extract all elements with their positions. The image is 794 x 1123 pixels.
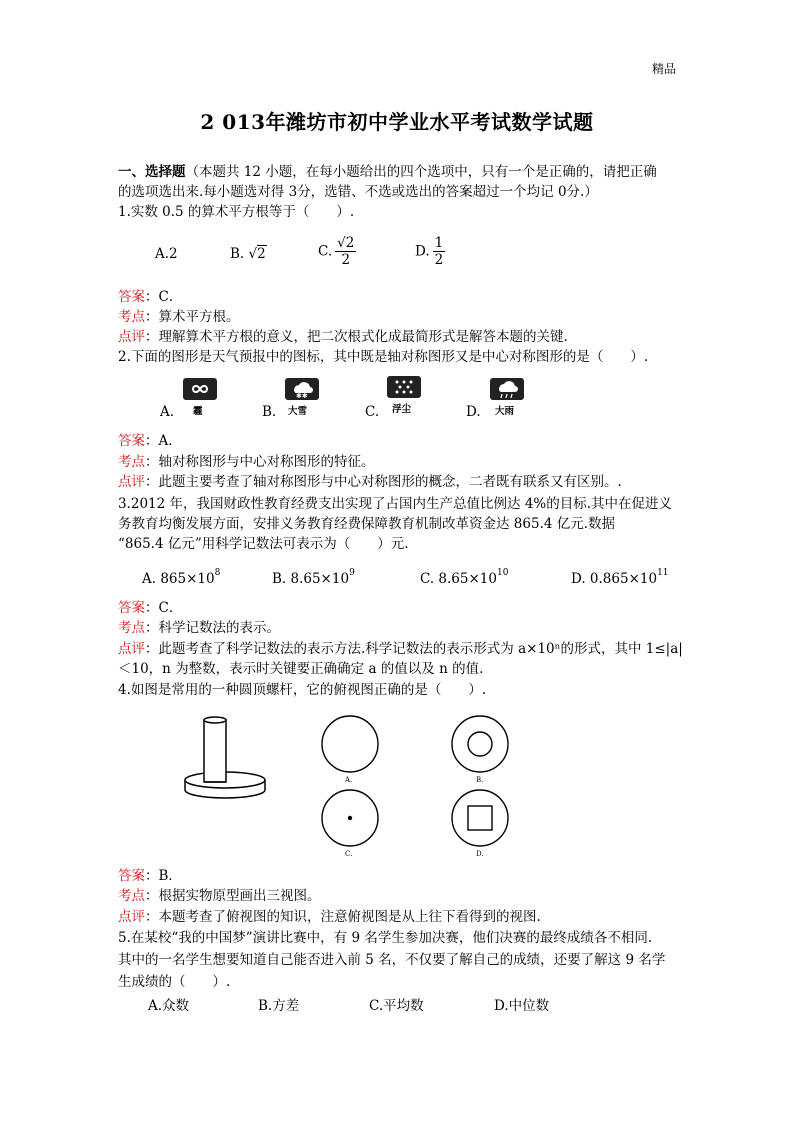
fig-label-c: C. — [345, 850, 353, 858]
page-title: 2 013年潍坊市初中学业水平考试数学试题 — [200, 110, 594, 134]
q2-answer: 答案：A． — [118, 433, 182, 449]
q2-point: 考点：轴对称图形与中心对称图形的特征。 — [118, 454, 375, 470]
q5-stem-line-3: 生成绩的（ ）. — [118, 974, 231, 990]
q1-comment: 点评：理解算术平方根的意义，把二次根式化成最简形式是解答本题的关键. — [118, 329, 568, 345]
q3-option-a: A. $865\times 10^8$ — [142, 568, 221, 587]
q1-option-d: D. $\frac{1}{2}$ — [415, 235, 444, 268]
q2-caption-c: 浮尘 — [392, 404, 412, 415]
floating-dust-icon — [387, 376, 421, 398]
heavy-rain-icon — [490, 378, 524, 400]
fig-label-a: A. — [345, 776, 353, 784]
q1-option-b: B. √2 — [230, 246, 266, 262]
q3-stem-line-2: 务教育均衡发展方面，安排义务教育经费保障教育机制改革资金达 865.4 亿元.数据 — [118, 516, 616, 532]
section-intro-line-1: 一、选择题（本题共 12 小题，在每小题给出的四个选项中，只有一个是正确的，请把正确 — [118, 164, 657, 180]
q4-stem: 4.如图是常用的一种圆顶螺杆，它的俯视图正确的是（ ）. — [118, 682, 487, 698]
q2-caption-b: 大雪 — [288, 406, 308, 417]
q1-point: 考点：算术平方根。 — [118, 309, 240, 325]
q4-answer: 答案：B． — [118, 868, 182, 884]
fog-infinity-icon — [183, 378, 217, 400]
q3-option-b: B. $8.65\times 10^9$ — [272, 568, 355, 587]
q1-stem: 1.实数 0.5 的算术平方根等于（ ）. — [118, 204, 355, 220]
q2-option-d-letter: D. — [466, 404, 481, 420]
q2-stem: 2.下面的图形是天气预报中的图标，其中既是轴对称图形又是中心对称图形的是（ ）. — [118, 349, 649, 365]
q3-comment-line-2: ＜10，n 为整数，表示时关键要正确确定 a 的值以及 n 的值. — [118, 661, 484, 677]
q5-option-c: C.平均数 — [369, 998, 424, 1014]
q5-option-a: A.众数 — [148, 998, 190, 1014]
q2-comment: 点评：此题主要考查了轴对称图形与中心对称图形的概念，二者既有联系又有区别。. — [118, 474, 622, 490]
q5-stem-line-1: 5.在某校“我的中国梦”演讲比赛中，有 9 名学生参加决赛，他们决赛的最终成绩各不相同. — [118, 930, 653, 946]
q2-option-a-letter: A. — [160, 404, 175, 420]
q3-option-d: D. $0.865\times 10^{11}$ — [571, 568, 669, 587]
section-heading: 一、选择题 — [118, 164, 186, 180]
fig-label-d: D. — [476, 850, 484, 858]
q1-answer: 答案：C． — [118, 289, 183, 305]
option-d-square — [468, 806, 492, 830]
option-c-dot — [348, 816, 352, 820]
q2-option-b-letter: B. — [262, 404, 277, 420]
q1-option-a: A.2 — [155, 246, 178, 262]
q3-point: 考点：科学记数法的表示。 — [118, 620, 280, 636]
q3-stem-line-3: “865.4 亿元”用科学记数法可表示为（ ）元. — [118, 536, 409, 552]
q4-comment: 点评：本题考查了俯视图的知识，注意俯视图是从上往下看得到的视图. — [118, 909, 541, 925]
screw-figure — [180, 712, 270, 800]
option-b-inner-circle — [468, 732, 492, 756]
top-view-options — [315, 712, 515, 862]
q5-stem-line-2: 其中的一名学生想要知道自己能否进入前 5 名，不仅要了解自己的成绩，还要了解这 9 名学 — [118, 952, 666, 968]
q2-caption-a: 霾 — [193, 406, 203, 417]
q1-option-c: C. $\frac{√2}{2}$ — [318, 235, 355, 268]
q3-answer: 答案：C． — [118, 600, 183, 616]
q3-comment-line-1: 点评：此题考查了科学记数法的表示方法.科学记数法的表示形式为 a×10ⁿ的形式，其中 1≤|a| — [118, 641, 683, 657]
q2-caption-d: 大雨 — [495, 406, 515, 417]
q2-option-c-letter: C. — [365, 404, 380, 420]
svg-text:✱✱: ✱✱ — [296, 392, 308, 400]
q3-option-c: C. $8.65\times 10^{10}$ — [420, 568, 509, 587]
heavy-snow-icon — [285, 378, 319, 400]
section-intro-line-2: 的选项选出来.每小题选对得 3分，选错、不选或选出的答案超过一个均记 0分.） — [118, 184, 598, 200]
option-d-circle — [452, 790, 508, 846]
fig-label-b: B. — [476, 776, 484, 784]
option-a-circle — [322, 716, 378, 772]
q3-stem-line-1: 3.2012 年，我国财政性教育经费支出实现了占国内生产总值比例达 4%的目标.其中在促进义 — [118, 496, 673, 512]
corner-label: 精品 — [652, 62, 677, 76]
q4-point: 考点：根据实物原型画出三视图。 — [118, 888, 321, 904]
q5-option-d: D.中位数 — [494, 998, 550, 1014]
q5-option-b: B.方差 — [258, 998, 300, 1014]
option-b-outer-circle — [452, 716, 508, 772]
